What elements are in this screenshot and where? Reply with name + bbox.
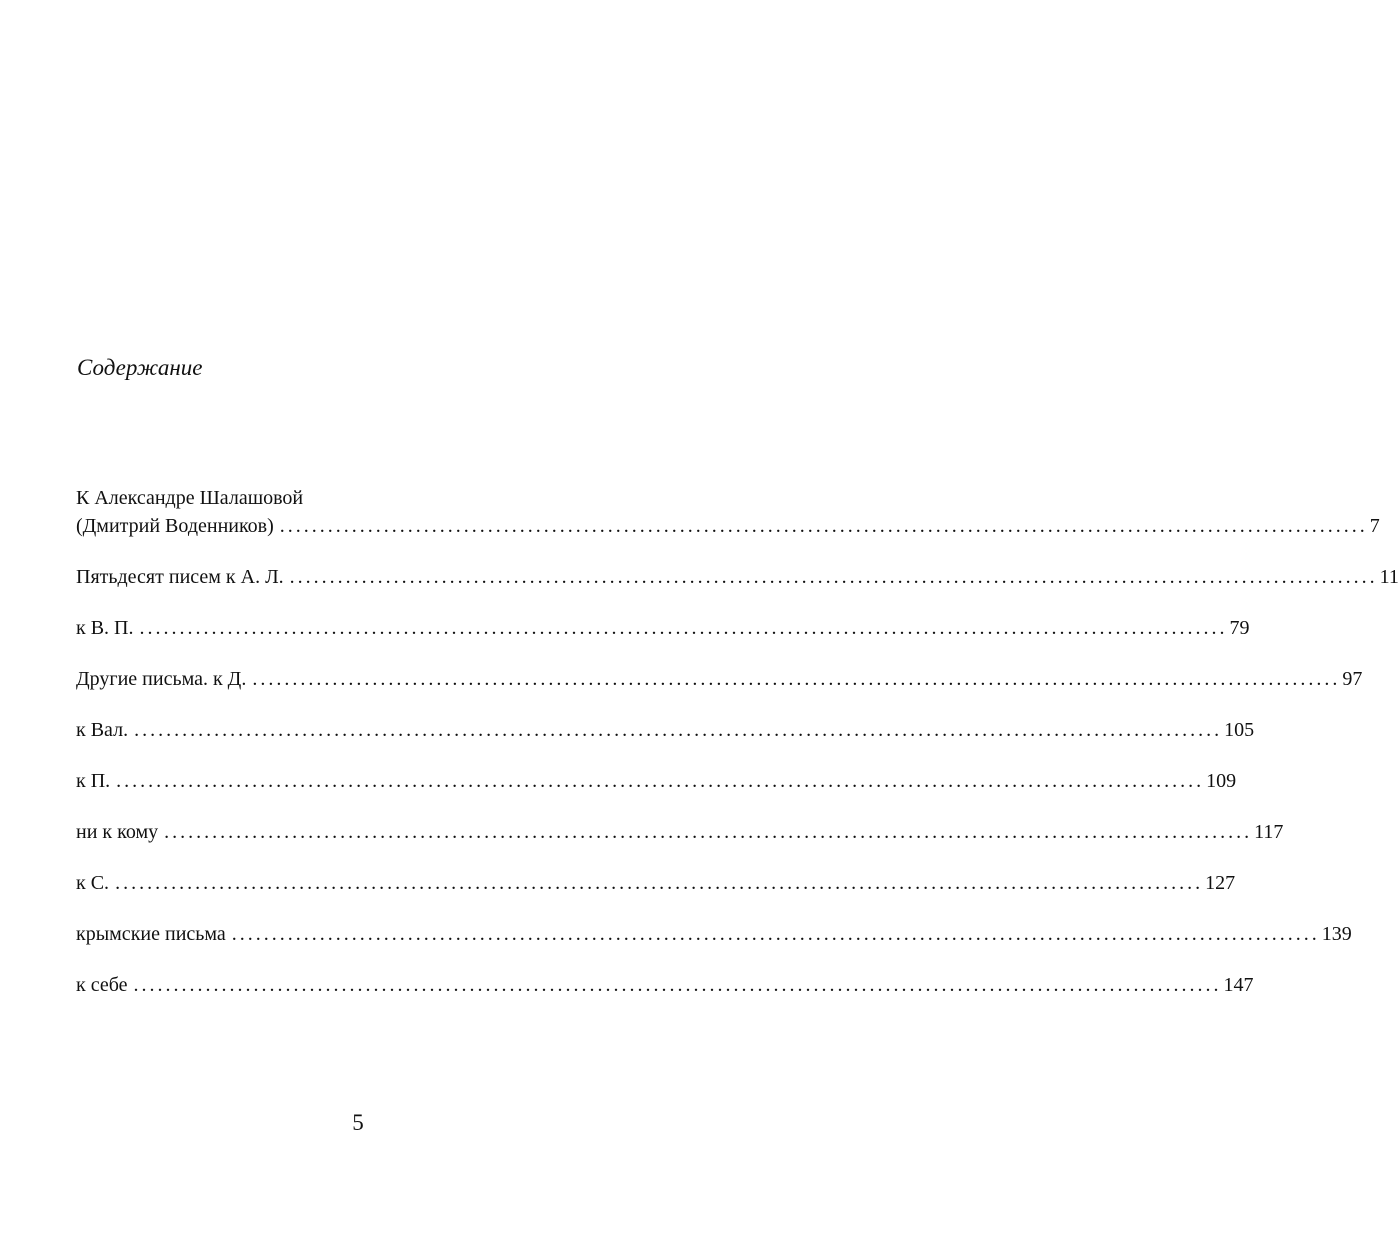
toc-entry-page: 139	[1321, 923, 1352, 945]
toc-entry-page: 79	[1229, 617, 1250, 639]
toc-entry[interactable]	[76, 484, 1380, 540]
toc-entry[interactable]	[76, 665, 1363, 693]
toc-entry-label: к себе	[76, 974, 128, 996]
toc-entry-label: к Вал.	[76, 719, 129, 741]
toc-entry-label: Пятьдесят писем к А. Л.	[76, 566, 284, 588]
table-of-contents	[76, 484, 1399, 1022]
dot-leader: ........................................................................................................................................	[116, 770, 1205, 792]
toc-entry-page: 97	[1342, 668, 1363, 690]
dot-leader: ........................................................................................................................................	[252, 668, 1341, 690]
toc-entry-page: 7	[1369, 515, 1380, 537]
toc-entry[interactable]	[76, 971, 1254, 999]
toc-entry-label: Другие письма. к Д.	[76, 668, 247, 690]
toc-entry[interactable]	[76, 818, 1284, 846]
toc-entry-label: ни к кому	[76, 821, 159, 843]
page-number: 5	[352, 1110, 364, 1135]
toc-entry-label: (Дмитрий Воденников)	[76, 515, 274, 537]
toc-entry-label: к В. П.	[76, 617, 134, 639]
toc-entry-page: 11	[1379, 566, 1399, 588]
dot-leader: ........................................................................................................................................	[279, 515, 1368, 537]
toc-entry-label: к С.	[76, 872, 110, 894]
dot-leader: ........................................................................................................................................	[231, 923, 1320, 945]
toc-entry-page: 105	[1224, 719, 1255, 741]
dot-leader: ........................................................................................................................................	[289, 566, 1378, 588]
toc-entry[interactable]	[76, 563, 1399, 591]
toc-entry[interactable]	[76, 920, 1352, 948]
toc-entry[interactable]	[76, 614, 1250, 642]
toc-entry[interactable]	[76, 869, 1236, 897]
dot-leader: ........................................................................................................................................	[139, 617, 1228, 639]
toc-entry[interactable]	[76, 767, 1237, 795]
dot-leader: ........................................................................................................................................	[133, 974, 1222, 996]
toc-entry[interactable]	[76, 716, 1255, 744]
toc-entry-label: крымские письма	[76, 923, 226, 945]
page-title: Содержание	[77, 355, 203, 380]
toc-entry-page: 147	[1223, 974, 1254, 996]
dot-leader: ........................................................................................................................................	[115, 872, 1204, 894]
toc-entry-page: 127	[1205, 872, 1236, 894]
toc-entry-page: 117	[1254, 821, 1284, 843]
dot-leader: ........................................................................................................................................	[134, 719, 1223, 741]
toc-entry-label: к П.	[76, 770, 111, 792]
dot-leader: ........................................................................................................................................	[164, 821, 1253, 843]
toc-entry-page: 109	[1206, 770, 1237, 792]
toc-entry-label-line1: К Александре Шалашовой	[76, 487, 304, 509]
